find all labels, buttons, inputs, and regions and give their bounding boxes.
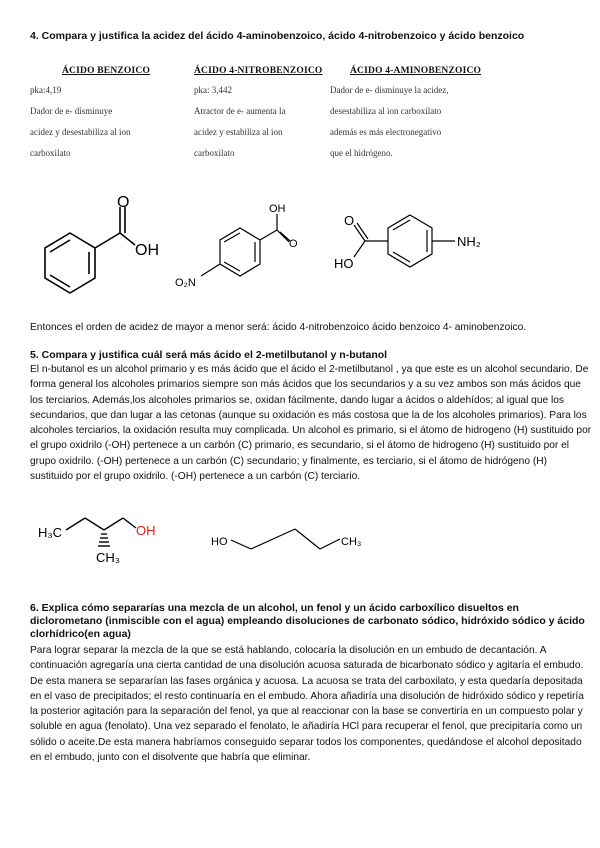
column-heading: ÁCIDO 4-NITROBENZOICO (194, 66, 323, 76)
h3c-label: H₃C (38, 525, 63, 540)
column-line: carboxilato (30, 148, 71, 158)
column-line: además es más electronegativo (330, 127, 442, 137)
benzoic-acid-structure (25, 195, 175, 300)
q6-body: Para lograr separar la mezcla de la que se está hablando, colocaría la disolución en un embudo de decantación. A continuación agregaría una cierta cantidad de una disolución acuosa saturada de bicarbonato sódico y agitaría el embudo. De esta manera se separarían las fases orgánica y acuosa. La acuosa se trata del carboxilato, y esta quedaría depositada en el vaso de precipitados; el resto continuaría en el embudo. Ahora añadiría una disolución de hidróxido sódico y repetiría la posterior agitación para la separación del fenol, ya que al reaccionar con la base se convertiría en un compuesto polar y soluble en agua (fenolato). Una vez separado el fenolato, le añadiría HCl para recuperar el fenol, que precipitaría como un sólido o aceite.De esta manera habríamos conseguido separar todos los componentes, quedándose el alcohol depositado en el embudo, junto con el disolvente que habría que eliminar. (30, 645, 584, 764)
column-line: que el hidrógeno. (330, 148, 393, 158)
q4-title: 4. Compara y justifica la acidez del ácido 4-aminobenzoico, ácido 4-nitrobenzoico y ácido benzoico (30, 30, 525, 42)
column-line: acidez y estabiliza al ion (194, 127, 283, 137)
nitro-oh-label: OH (269, 203, 286, 215)
column-line: pka:4,19 (30, 85, 62, 95)
oh-label: OH (136, 523, 156, 538)
column-line: Dador de e- disminuye la acidez, (330, 85, 449, 95)
q4-column-nitro (194, 66, 344, 164)
column-line: desestabiliza al ion carboxilato (330, 106, 442, 116)
q4-conclusion: Entonces el orden de acidez de mayor a menor será: ácido 4-nitrobenzoico ácido benzoico 4- aminobenzoico. (30, 322, 527, 333)
column-heading: ÁCIDO 4-AMINOBENZOICO (350, 66, 482, 76)
q5-title: 5. Compara y justifica cuál será más ácido el 2-metilbutanol y n-butanol (30, 349, 388, 361)
column-line: pka: 3,442 (194, 85, 232, 95)
column-heading: ÁCIDO BENZOICO (62, 66, 151, 76)
n-butanol-structure (205, 525, 375, 555)
amino-o-label: O (344, 213, 355, 228)
q5-body: El n-butanol es un alcohol primario y es más ácido que el ácido el 2-metilbutanol , ya que este es un alcohol secundario. De forma general los alcoholes primarios siempre son más ácidos que los secundarios y a su vez ambos son más ácidos que los terciarios. Además,los alcoholes primarios se, oxidan fácilmente, dando lugar a ácidos o aldehídos; al igual que los secundarios, que dan lugar a las cetonas (aunque su oxidación es más costosa que la de los alcoholes primarios). Para los alcoholes terciarios, la oxidación resulta muy complicada. Un alcohol es primario, si el átomo de hidrogeno (H) sustituido por el grupo oxidrilo (-OH) pertenece a un carbón (C) primario, es secundario, si el átomo de hidrogeno (H) sustituido por el grupo oxidrilo. (-OH) pertenece a un carbón (C) secundario; y finalmente, es terciario, si el átomo de hidrógeno (H) sustituido por el grupo oxidrilo. (-OH) pertenece a un carbón (C) terciario. (30, 364, 592, 483)
nitro-no2-label: O₂N (175, 277, 196, 289)
column-line: acidez y desestabiliza al ion (30, 127, 131, 137)
column-line: carboxilato (194, 148, 235, 158)
q6-title: 6. Explica cómo separarías una mezcla de un alcohol, un fenol y un ácido carboxílico disueltos en diclorometano (inmiscible con el agua) empleando disoluciones de carbonato sódico, hidróxido sódico y ácido clorhídrico(en agua) (30, 602, 585, 640)
aminobenzoic-acid-structure (330, 205, 520, 280)
q4-column-amino (330, 66, 500, 164)
butanol-ch3-label: CH₃ (341, 536, 362, 548)
methylbutanol-structure (30, 510, 170, 572)
q4-column-benzoic (30, 66, 180, 164)
ch3-label: CH₃ (96, 550, 121, 565)
ho-label: HO (211, 536, 228, 548)
column-text (330, 80, 500, 164)
amino-ho-label: HO (334, 256, 354, 271)
column-text (194, 80, 344, 164)
nitrobenzoic-acid-structure (165, 200, 305, 295)
column-line: Dador de e- disminuye (30, 106, 113, 116)
amino-nh2-label: NH₂ (457, 234, 481, 249)
nitro-o-label: O (289, 238, 298, 250)
column-line: Atractor de e- aumenta la (194, 106, 286, 116)
benzoic-oh-label: OH (135, 242, 159, 259)
column-text (30, 80, 180, 164)
benzoic-o-label: O (117, 195, 130, 211)
